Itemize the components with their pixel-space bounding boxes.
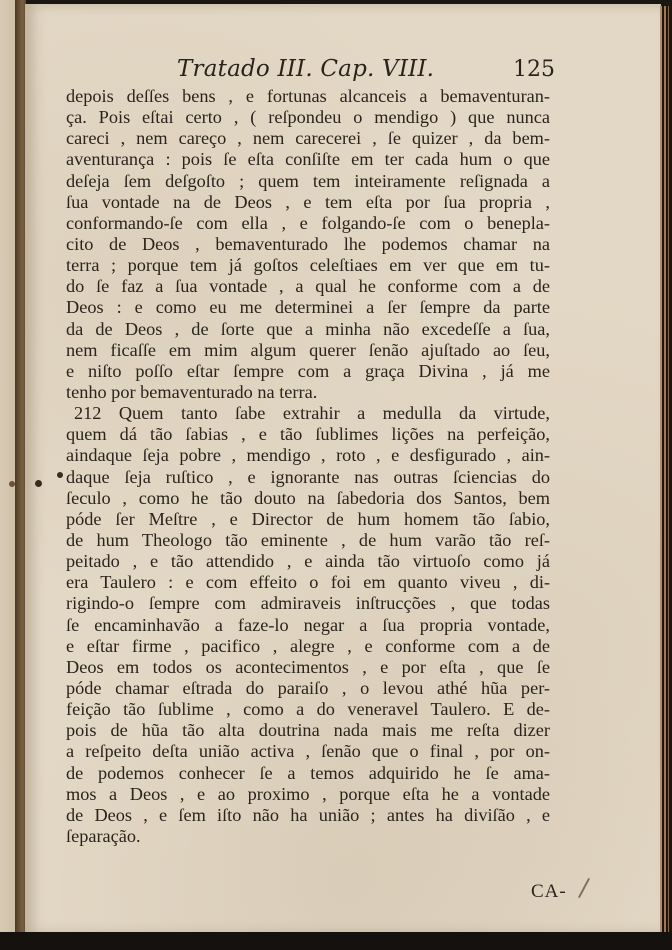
catchword: CA- — [531, 881, 567, 902]
text-line: terra ; porque tem já goſtos celeſtiaes em ver que em tu- — [66, 255, 550, 276]
text-line: de Deos , e ſem iſto não ha união ; antes ha diviſão , e — [66, 804, 550, 825]
text-line: ſeparação. — [66, 825, 141, 846]
text-line: póde chamar eſtrada do paraiſo , o levou athé hũa per- — [66, 677, 550, 698]
paragraph-212-start: 212 Quem tanto ſabe extrahir a medulla da virtude, — [74, 403, 550, 424]
text-line: ſua vontade na de Deos , e tem eſta por ſua propria , — [66, 191, 550, 212]
left-page-edge — [0, 0, 16, 935]
text-line: Deos em todos os acontecimentos , e por eſta , que ſe — [66, 656, 550, 677]
margin-dot-mark — [57, 472, 63, 478]
text-line: e niſto poſſo eſtar ſempre com a graça Divina , já me — [66, 360, 550, 381]
text-line: tenho por bemaventurado na terra. — [66, 381, 318, 402]
text-line: rigindo-o ſempre com admiraveis inſtrucções , que todas — [66, 593, 550, 614]
margin-dot-mark — [35, 480, 42, 487]
page-edge-line — [668, 6, 669, 932]
body-text — [66, 86, 550, 847]
text-line: era Taulero : e com effeito o foi em quanto viveu , di- — [66, 572, 550, 593]
text-line: deſeja ſem deſgoſto ; quem tem inteiramente reſignada a — [66, 170, 550, 191]
page-number: 125 — [513, 57, 555, 82]
text-line: aindaque ſeja pobre , mendigo , roto , e desfigurado , ain- — [66, 445, 550, 466]
running-head: Tratado III. Cap. VIII. — [177, 56, 435, 82]
text-line: nem ficaſſe em mim algum querer ſenão ajuſtado ao ſeu, — [66, 339, 550, 360]
text-line: da de Deos , de ſorte que a minha não excedeſſe a ſua, — [66, 318, 550, 339]
text-line: feição tão ſublime , como a do veneravel Taulero. E de- — [66, 699, 550, 720]
text-line: de hum Theologo tão eminente , de hum varão tão reſ- — [66, 529, 550, 550]
text-line: quem dá tão ſabias , e tão ſublimes lições na perfeição, — [66, 424, 550, 445]
page-header — [25, 56, 661, 88]
text-line: do ſe faz a ſua vontade , a qual he conforme com a de — [66, 276, 550, 297]
text-line: e eſtar firme , pacifico , alegre , e conforme com a de — [66, 635, 550, 656]
text-line: de podemos conhecer ſe a temos adquirido he ſe ama- — [66, 762, 550, 783]
text-line: ſeculo , como he tão douto na ſabedoria dos Santos, bem — [66, 487, 550, 508]
page-edge-line — [660, 6, 662, 932]
text-line: peitado , e tão attendido , e ainda tão virtuoſo como já — [66, 551, 550, 572]
text-line: ça. Pois eſtai certo , ( reſpondeu o mendigo ) que nunca — [66, 107, 550, 128]
text-line: a reſpeito deſta união activa , ſenão que o final , por on- — [66, 741, 550, 762]
text-line: pois de hũa tão alta doutrina nada mais me reſta dizer — [66, 720, 550, 741]
text-line: Deos : e como eu me determinei a ſer ſempre da parte — [66, 297, 550, 318]
text-line: aventurança : pois ſe eſta conſiſte em ter cada hum o que — [66, 149, 550, 170]
text-line: ſe encaminhavão a faze-lo negar a ſua propria vontade, — [66, 614, 550, 635]
text-line: careci , nem careço , nem carecerei , ſe quizer , da bem- — [66, 128, 550, 149]
page-edge-line — [664, 6, 666, 932]
text-line: mos a Deos , e ao proximo , porque eſta he a vontade — [66, 783, 550, 804]
text-line: cito de Deos , bemaventurado lhe podemos chamar na — [66, 233, 550, 254]
text-line: depois deſſes bens , e fortunas alcanceis a bemaventuran- — [66, 86, 550, 106]
text-line: conformando-ſe com ella , e folgando-ſe com o benepla- — [66, 212, 550, 233]
text-line: daque ſeja ruſtico , e ignorante nas outras ſciencias do — [66, 466, 550, 487]
scan-bottom-shadow — [0, 932, 672, 950]
margin-dot-mark — [9, 481, 15, 487]
text-line: póde ſer Meſtre , e Director de hum homem tão ſabio, — [66, 508, 550, 529]
